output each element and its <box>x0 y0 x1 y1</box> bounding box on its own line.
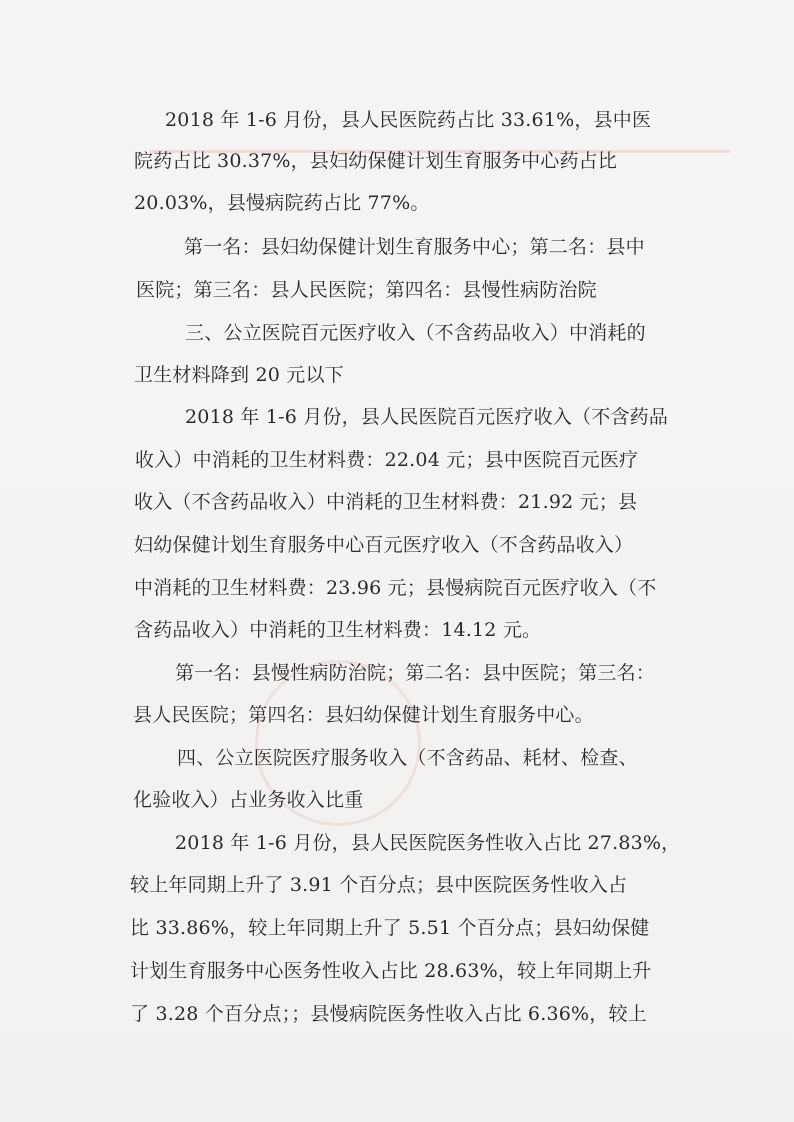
section-heading-4-line-1: 四、公立医院医疗服务收入（不含药品、耗材、检查、 <box>177 747 638 769</box>
body-line-9: 收入）中消耗的卫生材料费：22.04 元；县中医院百元医疗 <box>135 449 639 471</box>
section-heading-4-line-2: 化验收入）占业务收入比重 <box>133 789 364 811</box>
section-heading-3-line-2: 卫生材料降到 20 元以下 <box>134 364 344 386</box>
body-line-14: 第一名：县慢性病防治院；第二名：县中医院；第三名： <box>175 662 656 684</box>
body-line-20: 比 33.86%，较上年同期上升了 5.51 个百分点；县妇幼保健 <box>130 917 650 939</box>
body-line-3: 20.03%，县慢病院药占比 77%。 <box>134 192 430 214</box>
body-line-12: 中消耗的卫生材料费：23.96 元；县慢病院百元医疗收入（不 <box>134 577 657 599</box>
body-line-1: 2018 年 1-6 月份，县人民医院药占比 33.61%，县中医 <box>165 109 652 131</box>
body-line-13: 含药品收入）中消耗的卫生材料费：14.12 元。 <box>134 619 542 641</box>
body-line-15: 县人民医院；第四名：县妇幼保健计划生育服务中心。 <box>133 704 594 726</box>
body-line-21: 计划生育服务中心医务性收入占比 28.63%，较上年同期上升 <box>130 960 652 982</box>
body-line-19: 较上年同期上升了 3.91 个百分点；县中医院医务性收入占 <box>130 874 628 896</box>
body-line-5: 医院；第三名：县人民医院；第四名：县慢性病防治院 <box>136 279 597 301</box>
section-heading-3-line-1: 三、公立医院百元医疗收入（不含药品收入）中消耗的 <box>185 322 646 344</box>
body-line-10: 收入（不含药品收入）中消耗的卫生材料费：21.92 元；县 <box>134 491 638 513</box>
body-line-11: 妇幼保健计划生育服务中心百元医疗收入（不含药品收入） <box>134 534 634 556</box>
body-line-4: 第一名：县妇幼保健计划生育服务中心；第二名：县中 <box>184 236 645 258</box>
body-line-18: 2018 年 1-6 月份，县人民医院医务性收入占比 27.83%， <box>175 832 681 854</box>
body-line-8: 2018 年 1-6 月份，县人民医院百元医疗收入（不含药品 <box>185 406 669 428</box>
body-line-2: 院药占比 30.37%，县妇幼保健计划生育服务中心药占比 <box>134 150 618 172</box>
body-line-22: 了 3.28 个百分点；；县慢病院医务性收入占比 6.36%，较上 <box>130 1003 647 1025</box>
